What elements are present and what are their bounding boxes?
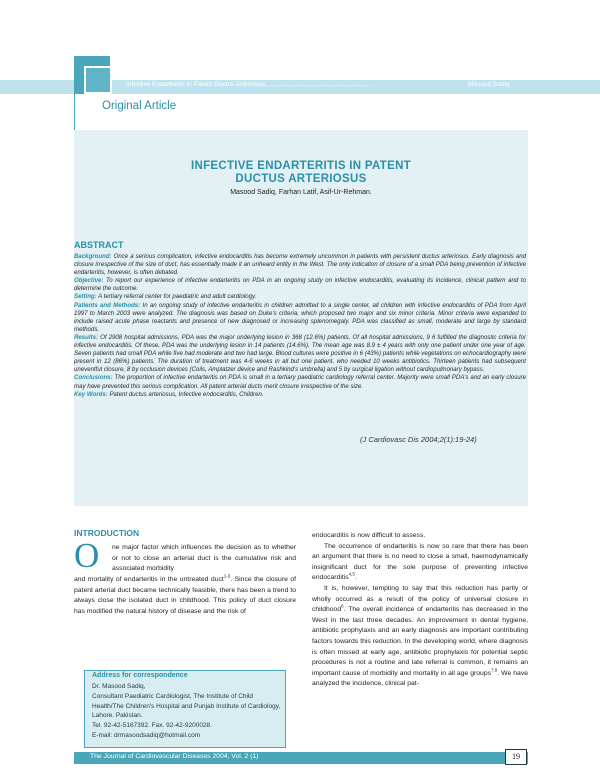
reference-marker: 1-3 <box>223 573 231 579</box>
reference-marker: 4,5 <box>348 572 355 578</box>
author-list: Masood Sadiq, Farhan Latif, Asif-Ur-Rehman. <box>230 189 372 196</box>
correspondence-affiliation: Consultant Paediatric Cardiologist, The Institute of Child Health/The Children's Hospital and Punjab Institute of Cardiology, Lahore. Pakistan. <box>92 692 281 720</box>
patients-methods-label: Patients and Methods: <box>74 301 141 309</box>
intro-text: . Since the closure of patent arterial duct became technically feasible, there has been a trend to always close the isolated duct in childhood. This policy of duct closure has modified the natural history of disease and the risk of <box>74 576 296 615</box>
running-title: Infective Endarteritis in Patent Ductus Arteriosus............................................................ <box>126 81 374 88</box>
correspondence-email[interactable]: E-mail: drmasoodsadiq@hotmail.com <box>92 731 201 739</box>
keywords-label: Key Words: <box>74 390 108 398</box>
intro-column-2 <box>312 531 528 690</box>
intro-text: It is, however, tempting to say that this reduction has partly or wholly occurred as a result of the policy of universal closure in childhood <box>312 584 528 614</box>
intro-text: and mortality of endarteritis in the untreated duct <box>74 576 224 583</box>
correspondence-address <box>92 682 284 741</box>
abstract-body <box>74 253 526 399</box>
article-title <box>74 160 528 186</box>
conclusions-label: Conclusions: <box>74 374 113 382</box>
drop-cap: O <box>74 536 100 575</box>
reference-marker: 7,8 <box>491 667 498 673</box>
journal-footer: The Journal of Cardiovascular Diseases 2004, Vol. 2 (1) <box>90 753 259 760</box>
setting-label: Setting: <box>74 293 97 301</box>
results-label: Results: <box>74 333 99 341</box>
setting-text: A tertiary referral center for paediatric and adult cardiology. <box>96 293 257 301</box>
intro-paragraph-continued <box>74 575 296 617</box>
results-text: Of 2908 hospital admissions, PDA was the major underlying lesion in 368 (12.6%) patients. Of all hospital admissions, 9 6 fulfilled the diagnostic criteria for infective endocarditis. Of these, PDA was the underlying lesion in 14 patients (14.6%). The mean age was 8.9 ± 4 years with only one patient under one year of age. Seven patients had small PDA while five had moderate and two had large. Blood cultures were positive in 6 (43%) patients while vegetations on echocardiography were present in 12 (86%) patients. The duration of treatment was 4-6 weeks in all but one patient, who needed 10 weeks antibiotics. Thirteen patients had subsequent uneventful closure, 8 by occlusion devices (Coils, Amplatzer device and Rashkind's umbrella) and 5 by surgical ligation without cardiopulmonary bypass. <box>74 333 526 374</box>
patients-methods-text: In an ongoing study of infective endarteritis in children admitted to a single center, all children with infective endocarditis of PDA from April 1997 to March 2003 were analyzed. The diagnosis was based on Duke's criteria, which proposed two major and six minor criteria. Minor criteria were expanded to include raised acute phase reactants and presence of new diagnosed or increasing splenomegaly. PDA was classified as small, moderate and large by standard methods. <box>74 301 526 333</box>
abstract-heading: ABSTRACT <box>74 240 124 250</box>
col2-paragraph-1 <box>312 542 528 584</box>
col2-paragraph-0: endocarditis is now difficult to assess. <box>312 532 426 539</box>
running-author: Masood Sadiq <box>468 81 510 88</box>
objective-label: Objective: <box>74 277 104 285</box>
correspondence-phone: Tel. 92-42-5167392. Fax. 92-42-9200028. <box>92 722 212 730</box>
col2-paragraph-2 <box>312 584 528 690</box>
background-text: Once a serious complication, infective endocarditis has become extremely uncommon in patients with persistent ductus arteriosus. Early diagnosis and closure irrespective of the size of duct, has essentially made it an unheard entity in the West. The only indication of closure of a small PDA being prevention of infective endarteritis, however, is often debated. <box>74 253 526 277</box>
background-label: Background: <box>74 253 112 260</box>
introduction-heading: INTRODUCTION <box>74 528 140 538</box>
keywords-text: Patent ductus arteriosus, Infective endocarditis, Children. <box>107 390 264 398</box>
correspondence-title: Address for correspondence <box>92 672 188 679</box>
title-line-2: DUCTUS ARTERIOSUS <box>235 173 367 185</box>
reference-marker: 6 <box>341 603 344 609</box>
article-type: Original Article <box>102 100 177 112</box>
title-line-1: INFECTIVE ENDARTERITIS IN PATENT <box>190 160 411 172</box>
intro-text: . The overall incidence of endarteritis has decreased in the West in the last three decades. An improvement in dental hygiene, antibiotic prophylaxis and an early diagnosis are important contributing factors towards this reduction. In the developing world, where diagnosis is often missed at early age, antibiotic prophylaxis for potential septic procedures is not a routine and late referral is common, it remains an important cause of morbidity and mortality in all age groups <box>312 606 528 677</box>
decorative-rule <box>74 94 75 130</box>
intro-paragraph-start: ne major factor which influences the decision as to whether or not to close an arterial duct is the cumulative risk and associated morbidity <box>112 544 296 573</box>
intro-text: . <box>354 574 357 582</box>
intro-text: The occurrence of endarteritis is now so rare that there has been an argument that there is no need to close a small, haemodynamically insignificant duct for the sole purpose of preventing infective endocarditis <box>312 542 528 582</box>
corner-box-ornament <box>84 66 112 94</box>
intro-text: . We have analyzed the incidence, clinical pat- <box>312 669 528 688</box>
conclusions-text: The proportion of infective endarteritis on PDA is small in a tertiary paediatric cardiology referral center. Majority were small PDA's and an early closure may have prevented this serious complication. All patent arterial ducts merit closure irrespective of the size. <box>74 374 526 390</box>
correspondence-name: Dr. Masood Sadiq, <box>92 683 146 690</box>
objective-text: To report our experience of infective endarteritis on PDA in an ongoing study on infective endocarditis, evaluating its incidence, clinical pattern and to determine the outcome. <box>74 277 526 293</box>
page-number: 19 <box>505 749 527 765</box>
citation: (J Cardiovasc Dis 2004;2(1):19-24) <box>360 435 477 444</box>
